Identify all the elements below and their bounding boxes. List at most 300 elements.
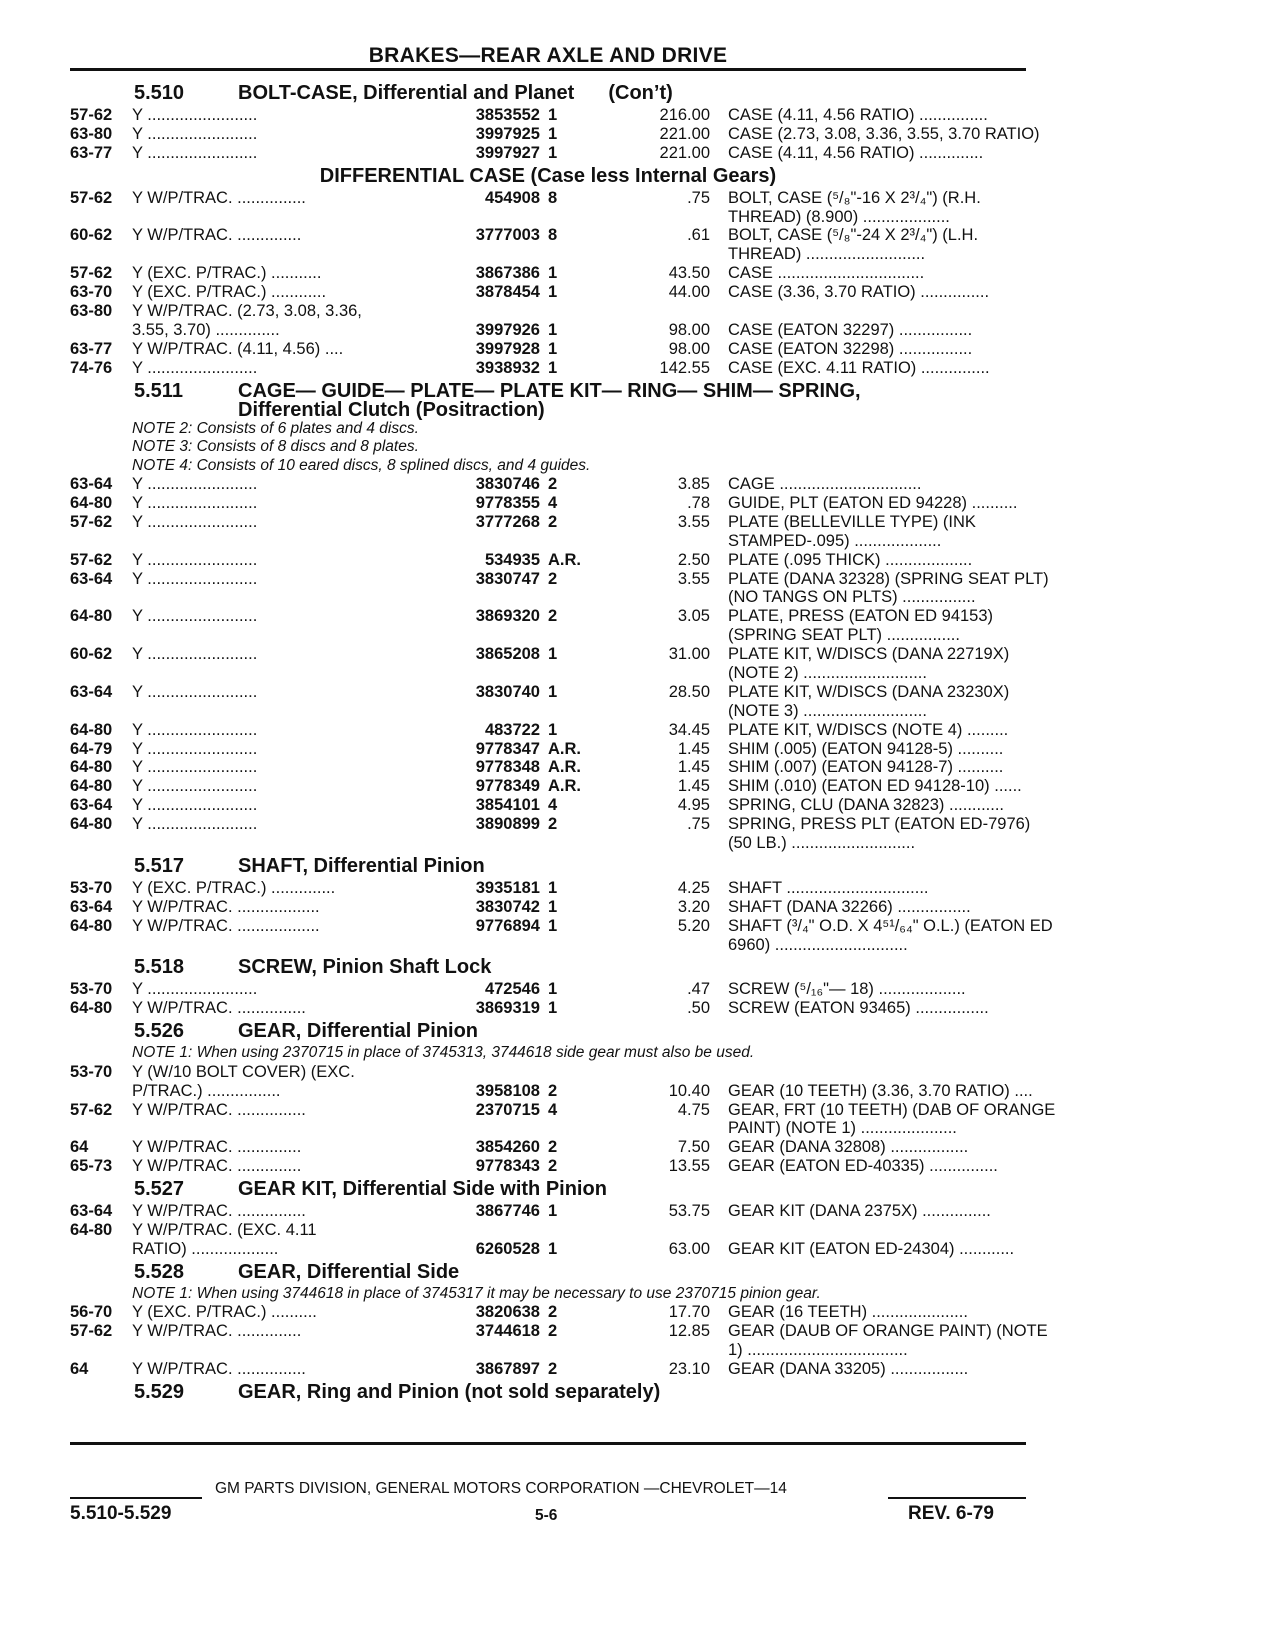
- section-title: [238, 853, 485, 879]
- note-text: NOTE 4: Consists of 10 eared discs, 8 splined discs, and 4 guides.: [132, 456, 591, 474]
- model-year: 63-64: [70, 475, 113, 494]
- description: CASE (EATON 32297) ................: [728, 320, 973, 339]
- description: PLATE (BELLEVILLE TYPE) (INK: [728, 512, 976, 531]
- application: Y ........................: [132, 720, 258, 739]
- part-number: 3878454: [475, 283, 540, 302]
- table-row: [70, 796, 1026, 815]
- description: SHAFT ...............................: [728, 878, 929, 897]
- section-number: 5.510: [134, 82, 185, 104]
- model-year: 57-62: [70, 1100, 113, 1119]
- section-heading: [70, 954, 1026, 980]
- quantity: A.R.: [548, 550, 581, 569]
- section-title-text: GEAR, Differential Side: [238, 1260, 460, 1283]
- application: Y ........................: [132, 777, 258, 796]
- price: .47: [687, 980, 710, 999]
- description: GEAR (DANA 32808) .................: [728, 1138, 969, 1157]
- section-title-text: GEAR, Ring and Pinion (not sold separately): [238, 1380, 661, 1403]
- quantity: 1: [548, 320, 558, 339]
- section-number: 5.511: [134, 379, 183, 402]
- model-year: 64-80: [70, 815, 113, 834]
- part-number: 483722: [484, 720, 540, 739]
- part-number: 3777003: [475, 226, 540, 245]
- table-row: [70, 1240, 1026, 1259]
- application: Y ........................: [132, 980, 258, 999]
- description: SHAFT (³/₄" O.D. X 4⁵¹/₆₄" O.L.) (EATON ED: [728, 916, 1053, 935]
- quantity: 1: [548, 358, 558, 377]
- price: 221.00: [659, 143, 710, 162]
- section-title: [238, 954, 491, 980]
- table-row: [70, 340, 1026, 359]
- description: THREAD) ..........................: [728, 245, 926, 264]
- table-row: [70, 283, 1026, 302]
- price: 216.00: [659, 106, 710, 124]
- section-title: [238, 1379, 660, 1405]
- model-year: 63-80: [70, 124, 113, 143]
- part-number: 3997927: [475, 143, 540, 162]
- application: Y (W/10 BOLT COVER) (EXC.: [132, 1062, 355, 1081]
- description: GEAR (10 TEETH) (3.36, 3.70 RATIO) ....: [728, 1081, 1033, 1100]
- description: PAINT) (NOTE 1) .....................: [728, 1119, 957, 1138]
- table-row: [70, 916, 1053, 936]
- part-number: 6260528: [475, 1239, 540, 1258]
- price: 98.00: [668, 339, 710, 358]
- description: (NOTE 3) ...........................: [728, 701, 927, 720]
- model-year: 64-80: [70, 777, 113, 796]
- model-year: 64-80: [70, 720, 113, 739]
- section-number: 5.517: [134, 854, 185, 877]
- description: (NO TANGS ON PLTS) ................: [728, 588, 976, 607]
- model-year: 60-62: [70, 645, 113, 664]
- quantity: 1: [548, 878, 558, 897]
- part-number: 9778348: [475, 758, 540, 777]
- application: Y ........................: [132, 358, 258, 377]
- section-heading: [70, 1259, 1026, 1285]
- model-year: 63-70: [70, 283, 113, 302]
- section-title: [238, 1259, 459, 1285]
- price: 3.85: [677, 475, 710, 494]
- price: .61: [687, 226, 710, 245]
- section-heading: [70, 1379, 1026, 1405]
- table-row: [70, 189, 1026, 208]
- model-year: 57-62: [70, 512, 113, 531]
- application: 3.55, 3.70) ..............: [132, 320, 280, 339]
- table-row: [70, 721, 1026, 740]
- price: .75: [687, 815, 710, 834]
- application: Y ........................: [132, 815, 258, 834]
- description: 1) ...................................: [728, 1341, 908, 1360]
- quantity: 2: [548, 475, 558, 494]
- price: 7.50: [677, 1138, 710, 1157]
- description: PLATE (.095 THICK) ...................: [728, 550, 973, 569]
- model-year: 64-80: [70, 916, 113, 935]
- model-year: 57-62: [70, 264, 113, 283]
- application: Y W/P/TRAC. ...............: [132, 188, 306, 207]
- description: PLATE KIT, W/DISCS (NOTE 4) .........: [728, 720, 1009, 739]
- description: 6960) .............................: [728, 935, 908, 954]
- description: CASE ................................: [728, 264, 925, 283]
- model-year: 56-70: [70, 1303, 113, 1322]
- model-year: 64-80: [70, 607, 113, 626]
- price: 53.75: [668, 1202, 710, 1221]
- application: Y W/P/TRAC. (EXC. 4.11: [132, 1220, 317, 1239]
- price: 12.85: [668, 1322, 710, 1341]
- part-number: 3935181: [475, 878, 540, 897]
- description: CASE (EXC. 4.11 RATIO) ...............: [728, 358, 990, 377]
- description: PLATE KIT, W/DISCS (DANA 22719X): [728, 645, 1010, 664]
- description: GEAR, FRT (10 TEETH) (DAB OF ORANGE: [728, 1100, 1056, 1119]
- section-number: 5.518: [134, 956, 185, 979]
- description: GEAR KIT (DANA 2375X) ...............: [728, 1202, 991, 1221]
- note-text: NOTE 1: When using 3744618 in place of 3745317 it may be necessary to use 2370715 pinion gear.: [132, 1284, 821, 1302]
- section-number: 5.528: [134, 1260, 185, 1283]
- application: Y W/P/TRAC. (4.11, 4.56) ....: [132, 339, 344, 358]
- quantity: 2: [548, 607, 558, 626]
- table-row: [70, 321, 1026, 340]
- application: Y W/P/TRAC. ...............: [132, 999, 306, 1018]
- application: Y ........................: [132, 645, 258, 664]
- quantity: 1: [548, 682, 558, 701]
- table-row: [70, 777, 1026, 796]
- table-row: [70, 999, 1026, 1018]
- section-title-line2: Differential Clutch (Positraction): [238, 398, 545, 421]
- table-row: [70, 1063, 1026, 1082]
- table-row: [70, 980, 1026, 999]
- model-year: 63-80: [70, 302, 113, 321]
- price: 2.50: [677, 550, 710, 569]
- part-number: 534935: [484, 550, 540, 569]
- section-number: 5.526: [134, 1020, 185, 1043]
- part-number: 9778349: [475, 777, 540, 796]
- table-row: [70, 1202, 1026, 1221]
- description: PLATE (DANA 32328) (SPRING SEAT PLT): [728, 569, 1049, 588]
- part-number: 3997925: [475, 124, 540, 143]
- quantity: 4: [548, 1100, 558, 1119]
- quantity: 1: [548, 916, 558, 935]
- table-row: [70, 513, 1026, 532]
- quantity: 2: [548, 1359, 558, 1378]
- table-row: [70, 532, 1026, 551]
- section-title-text: SCREW, Pinion Shaft Lock: [238, 956, 492, 979]
- application: Y ........................: [132, 143, 258, 162]
- part-number: 3777268: [475, 512, 540, 531]
- part-number: 3854260: [475, 1138, 540, 1157]
- quantity: 2: [548, 1138, 558, 1157]
- application: Y W/P/TRAC. ..............: [132, 1138, 302, 1157]
- price: 1.45: [677, 739, 710, 758]
- model-year: 64-80: [70, 999, 113, 1018]
- application: Y W/P/TRAC. ..............: [132, 226, 302, 245]
- part-number: 9778347: [475, 739, 540, 758]
- quantity: 1: [548, 143, 558, 162]
- model-year: 63-64: [70, 1202, 113, 1221]
- footer-publisher: GM PARTS DIVISION, GENERAL MOTORS CORPORATION —CHEVROLET—14: [215, 1480, 787, 1497]
- table-row: [70, 815, 1031, 834]
- page-header: BRAKES—REAR AXLE AND DRIVE: [368, 44, 728, 67]
- table-row: [70, 898, 1026, 917]
- price: 3.55: [677, 512, 710, 531]
- description: SHAFT (DANA 32266) ................: [728, 897, 971, 916]
- model-year: 57-62: [70, 1322, 113, 1341]
- part-number: 3997928: [475, 339, 540, 358]
- application: Y (EXC. P/TRAC.) ..........: [132, 1303, 317, 1322]
- section-number: 5.529: [134, 1380, 185, 1403]
- application: Y ........................: [132, 106, 258, 124]
- table-row: [70, 740, 1026, 759]
- model-year: 63-64: [70, 796, 113, 815]
- model-year: 64: [70, 1138, 89, 1157]
- note-text: NOTE 2: Consists of 6 plates and 4 discs.: [132, 419, 419, 437]
- price: 1.45: [677, 777, 710, 796]
- table-row: [70, 1138, 1026, 1157]
- description: (NOTE 2) ...........................: [728, 663, 927, 682]
- section-title-text: CAGE— GUIDE— PLATE— PLATE KIT— RING— SHIM— SPRING,: [238, 379, 861, 402]
- model-year: 57-62: [70, 550, 113, 569]
- price: 4.75: [677, 1100, 710, 1119]
- price: 17.70: [668, 1303, 710, 1322]
- table-row: [70, 264, 1026, 283]
- section-heading: [70, 1176, 1026, 1202]
- part-number: 3744618: [475, 1322, 540, 1341]
- table-row: [70, 1100, 1056, 1120]
- section-heading-continued: [70, 400, 1026, 420]
- table-row: [70, 1303, 1026, 1322]
- quantity: 2: [548, 1322, 558, 1341]
- table-row: [70, 302, 1026, 321]
- section-title-text: GEAR KIT, Differential Side with Pinion: [238, 1178, 607, 1201]
- parts-listing: [70, 80, 1056, 1405]
- description: SCREW (⁵/₁₆"— 18) ...................: [728, 980, 966, 999]
- quantity: 1: [548, 1239, 558, 1258]
- description: SHIM (.010) (EATON ED 94128-10) ......: [728, 777, 1022, 796]
- part-number: 3869319: [475, 999, 540, 1018]
- price: 142.55: [659, 358, 710, 377]
- part-number: 3830740: [475, 682, 540, 701]
- section-title: [238, 1176, 607, 1202]
- quantity: 1: [548, 264, 558, 283]
- quantity: 2: [548, 512, 558, 531]
- part-number: 3865208: [475, 645, 540, 664]
- table-row: [70, 359, 1026, 378]
- price: 3.05: [677, 607, 710, 626]
- price: 5.20: [677, 916, 710, 935]
- description: STAMPED-.095) ...................: [728, 531, 942, 550]
- model-year: 64: [70, 1359, 89, 1378]
- table-row: [70, 758, 1026, 777]
- application: P/TRAC.) ................: [132, 1081, 281, 1100]
- description: GEAR (DANA 33205) .................: [728, 1359, 969, 1378]
- description: SHIM (.005) (EATON 94128-5) ..........: [728, 739, 1004, 758]
- part-number: 3867386: [475, 264, 540, 283]
- part-number: 454908: [484, 188, 540, 207]
- footer-section-range: 5.510-5.529: [70, 1503, 172, 1524]
- quantity: 8: [548, 226, 558, 245]
- description: BOLT, CASE (⁵/₈"-24 X 2³/₄") (L.H.: [728, 226, 979, 245]
- part-number: 3869320: [475, 607, 540, 626]
- description: BOLT, CASE (⁵/₈"-16 X 2³/₄") (R.H.: [728, 188, 981, 207]
- application: Y ........................: [132, 124, 258, 143]
- description: GUIDE, PLT (EATON ED 94228) ..........: [728, 493, 1018, 512]
- table-row: [70, 226, 1026, 245]
- part-number: 3867897: [475, 1359, 540, 1378]
- application: Y W/P/TRAC. (2.73, 3.08, 3.36,: [132, 302, 362, 321]
- application: Y ........................: [132, 493, 258, 512]
- table-row: [70, 1119, 1026, 1138]
- price: 98.00: [668, 320, 710, 339]
- description: GEAR (DAUB OF ORANGE PAINT) (NOTE: [728, 1322, 1048, 1341]
- part-number: 472546: [484, 980, 540, 999]
- description: THREAD) (8.900) ...................: [728, 207, 950, 226]
- model-year: 65-73: [70, 1157, 113, 1176]
- quantity: 1: [548, 283, 558, 302]
- part-number: 3958108: [475, 1081, 540, 1100]
- model-year: 53-70: [70, 878, 113, 897]
- description: GEAR KIT (EATON ED-24304) ............: [728, 1239, 1015, 1258]
- quantity: 1: [548, 897, 558, 916]
- application: Y ........................: [132, 569, 258, 588]
- table-row: [70, 1157, 1026, 1176]
- application: Y W/P/TRAC. ..................: [132, 897, 320, 916]
- application: Y W/P/TRAC. ..................: [132, 916, 320, 935]
- table-row: [70, 683, 1026, 702]
- table-row: [70, 1341, 1026, 1360]
- part-number: 3854101: [475, 796, 540, 815]
- table-row: [70, 569, 1049, 589]
- footer-page-number: 5-6: [535, 1507, 558, 1524]
- model-year: 57-62: [70, 188, 113, 207]
- table-row: [70, 645, 1026, 664]
- application: RATIO) ...................: [132, 1239, 279, 1258]
- section-heading: [70, 1018, 1026, 1044]
- model-year: 63-77: [70, 143, 113, 162]
- price: .78: [687, 493, 710, 512]
- model-year: 60-62: [70, 226, 113, 245]
- price: 28.50: [668, 682, 710, 701]
- description: (50 LB.) ...........................: [728, 834, 916, 852]
- part-number: 2370715: [475, 1100, 540, 1119]
- price: 63.00: [668, 1239, 710, 1258]
- description: CASE (4.11, 4.56 RATIO) ..............: [728, 143, 984, 162]
- model-year: 64-80: [70, 758, 113, 777]
- application: Y (EXC. P/TRAC.) ...........: [132, 264, 322, 283]
- footer-right-rule: [888, 1497, 1026, 1499]
- section-title: [238, 80, 673, 106]
- application: Y W/P/TRAC. ...............: [132, 1359, 306, 1378]
- part-number: 3830747: [475, 569, 540, 588]
- table-row: [70, 106, 1026, 125]
- quantity: 2: [548, 815, 558, 834]
- footer-revision: REV. 6-79: [908, 1503, 994, 1524]
- model-year: 63-64: [70, 682, 113, 701]
- price: 3.55: [677, 569, 710, 588]
- table-row: [70, 1221, 1026, 1240]
- description: GEAR (EATON ED-40335) ...............: [728, 1157, 998, 1176]
- quantity: A.R.: [548, 777, 581, 796]
- description: PLATE KIT, W/DISCS (DANA 23230X): [728, 682, 1010, 701]
- quantity: 2: [548, 1303, 558, 1322]
- section-title-text: SHAFT, Differential Pinion: [238, 854, 485, 877]
- application: Y ........................: [132, 550, 258, 569]
- application: Y ........................: [132, 682, 258, 701]
- part-number: 3890899: [475, 815, 540, 834]
- note-text: NOTE 1: When using 2370715 in place of 3745313, 3744618 side gear must also be used.: [132, 1044, 755, 1062]
- description: SHIM (.007) (EATON 94128-7) ..........: [728, 758, 1004, 777]
- quantity: 1: [548, 999, 558, 1018]
- part-number: 3853552: [475, 106, 540, 124]
- price: 34.45: [668, 720, 710, 739]
- description: SCREW (EATON 93465) ................: [728, 999, 989, 1018]
- section-title-text: BOLT-CASE, Differential and Planet: [238, 82, 575, 104]
- model-year: 57-62: [70, 106, 113, 124]
- price: 1.45: [677, 758, 710, 777]
- bottom-rule: [70, 1442, 1026, 1445]
- quantity: A.R.: [548, 758, 581, 777]
- model-year: 53-70: [70, 1062, 113, 1081]
- part-number: 3830746: [475, 475, 540, 494]
- model-year: 53-70: [70, 980, 113, 999]
- quantity: 1: [548, 106, 558, 124]
- quantity: 1: [548, 720, 558, 739]
- table-row: [70, 475, 1026, 494]
- price: 13.55: [668, 1157, 710, 1176]
- note-text: NOTE 3: Consists of 8 discs and 8 plates.: [132, 438, 419, 456]
- table-row: [70, 1322, 1048, 1341]
- section-number: 5.527: [134, 1178, 185, 1201]
- price: 221.00: [659, 124, 710, 143]
- table-row: [70, 936, 1026, 955]
- table-row: [70, 607, 1026, 626]
- table-row: [70, 245, 1026, 264]
- part-number: 9776894: [475, 916, 540, 935]
- footer-left-rule: [70, 1497, 202, 1499]
- price: 3.20: [677, 897, 710, 916]
- application: Y ........................: [132, 739, 258, 758]
- quantity: 1: [548, 645, 558, 664]
- description: SPRING, CLU (DANA 32823) ............: [728, 796, 1005, 815]
- application: Y W/P/TRAC. ..............: [132, 1322, 302, 1341]
- table-row: [70, 834, 1026, 853]
- table-row: [70, 144, 1026, 163]
- quantity: 8: [548, 188, 558, 207]
- quantity: 1: [548, 980, 558, 999]
- table-row: [70, 494, 1026, 513]
- part-number: 3867746: [475, 1202, 540, 1221]
- table-row: [70, 702, 1026, 721]
- quantity: 4: [548, 796, 558, 815]
- quantity: A.R.: [548, 739, 581, 758]
- price: 44.00: [668, 283, 710, 302]
- quantity: 1: [548, 1202, 558, 1221]
- price: 23.10: [668, 1359, 710, 1378]
- price: .75: [687, 188, 710, 207]
- application: Y W/P/TRAC. ...............: [132, 1202, 306, 1221]
- description: (SPRING SEAT PLT) ................: [728, 626, 960, 645]
- table-row: [70, 1360, 1026, 1379]
- header-rule: [70, 68, 1026, 71]
- part-number: 3830742: [475, 897, 540, 916]
- price: 31.00: [668, 645, 710, 664]
- description: CASE (3.36, 3.70 RATIO) ...............: [728, 283, 990, 302]
- application: Y W/P/TRAC. ..............: [132, 1157, 302, 1176]
- table-row: [70, 664, 1026, 683]
- table-row: [70, 124, 1040, 144]
- section-title-suffix: (Con’t): [608, 82, 673, 104]
- quantity: 2: [548, 1157, 558, 1176]
- section-title: [238, 1018, 478, 1044]
- model-year: 74-76: [70, 358, 113, 377]
- quantity: 1: [548, 339, 558, 358]
- description: CASE (2.73, 3.08, 3.36, 3.55, 3.70 RATIO): [728, 124, 1040, 143]
- description: PLATE, PRESS (EATON ED 94153): [728, 607, 994, 626]
